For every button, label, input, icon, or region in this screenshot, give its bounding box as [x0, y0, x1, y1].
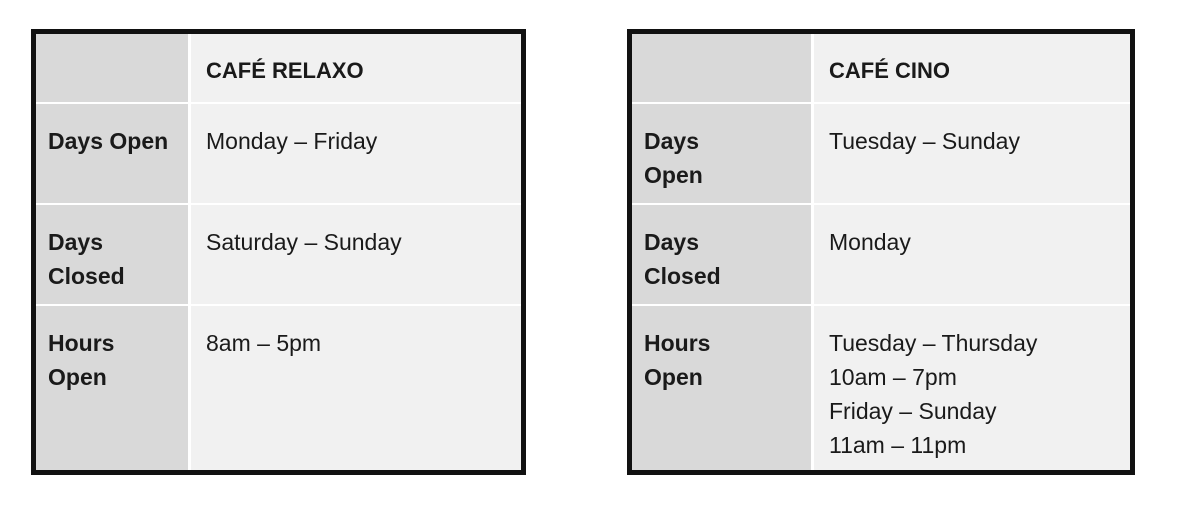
label-line: Open	[644, 162, 703, 188]
header-corner-cell	[632, 34, 814, 102]
label-line: Days	[644, 128, 699, 154]
hours-open-value	[191, 306, 521, 470]
hours-open-label	[632, 306, 814, 470]
days-closed-row	[632, 205, 1130, 306]
days-closed-row	[36, 205, 521, 306]
days-open-row	[632, 104, 1130, 205]
value-line: 11am – 11pm	[829, 432, 967, 458]
label-line: Open	[48, 364, 107, 390]
hours-open-row	[632, 306, 1130, 470]
label-line: Days	[644, 229, 699, 255]
table-header-row	[36, 34, 521, 104]
value-line: Friday – Sunday	[829, 398, 997, 424]
label-line: Open	[644, 364, 703, 390]
header-corner-cell	[36, 34, 191, 102]
value-line: Monday – Friday	[206, 128, 378, 154]
cafe-name: CAFÉ RELAXO	[191, 34, 521, 102]
cafe-relaxo-table	[31, 29, 526, 475]
days-open-label	[36, 104, 191, 203]
days-closed-value	[191, 205, 521, 304]
cafe-cino-table	[627, 29, 1135, 475]
hours-open-label	[36, 306, 191, 470]
table-body	[36, 34, 521, 470]
days-closed-label	[36, 205, 191, 304]
cafe-name: CAFÉ CINO	[814, 34, 1130, 102]
days-open-label	[632, 104, 814, 203]
value-line: Saturday – Sunday	[206, 229, 402, 255]
days-open-row	[36, 104, 521, 205]
label-line: Closed	[644, 263, 721, 289]
days-closed-value	[814, 205, 1130, 304]
label-line: Closed	[48, 263, 125, 289]
label-line: Hours	[644, 330, 711, 356]
days-open-value	[814, 104, 1130, 203]
hours-open-value	[814, 306, 1130, 470]
value-line: Tuesday – Sunday	[829, 128, 1020, 154]
days-closed-label	[632, 205, 814, 304]
label-line: Days	[48, 229, 103, 255]
table-header-row	[632, 34, 1130, 104]
value-line: Tuesday – Thursday	[829, 330, 1038, 356]
days-open-value	[191, 104, 521, 203]
value-line: 8am – 5pm	[206, 330, 322, 356]
label-line: Hours	[48, 330, 115, 356]
table-body	[632, 34, 1130, 470]
value-line: 10am – 7pm	[829, 364, 957, 390]
hours-open-row	[36, 306, 521, 470]
value-line: Monday	[829, 229, 911, 255]
label-line: Days Open	[48, 128, 169, 154]
